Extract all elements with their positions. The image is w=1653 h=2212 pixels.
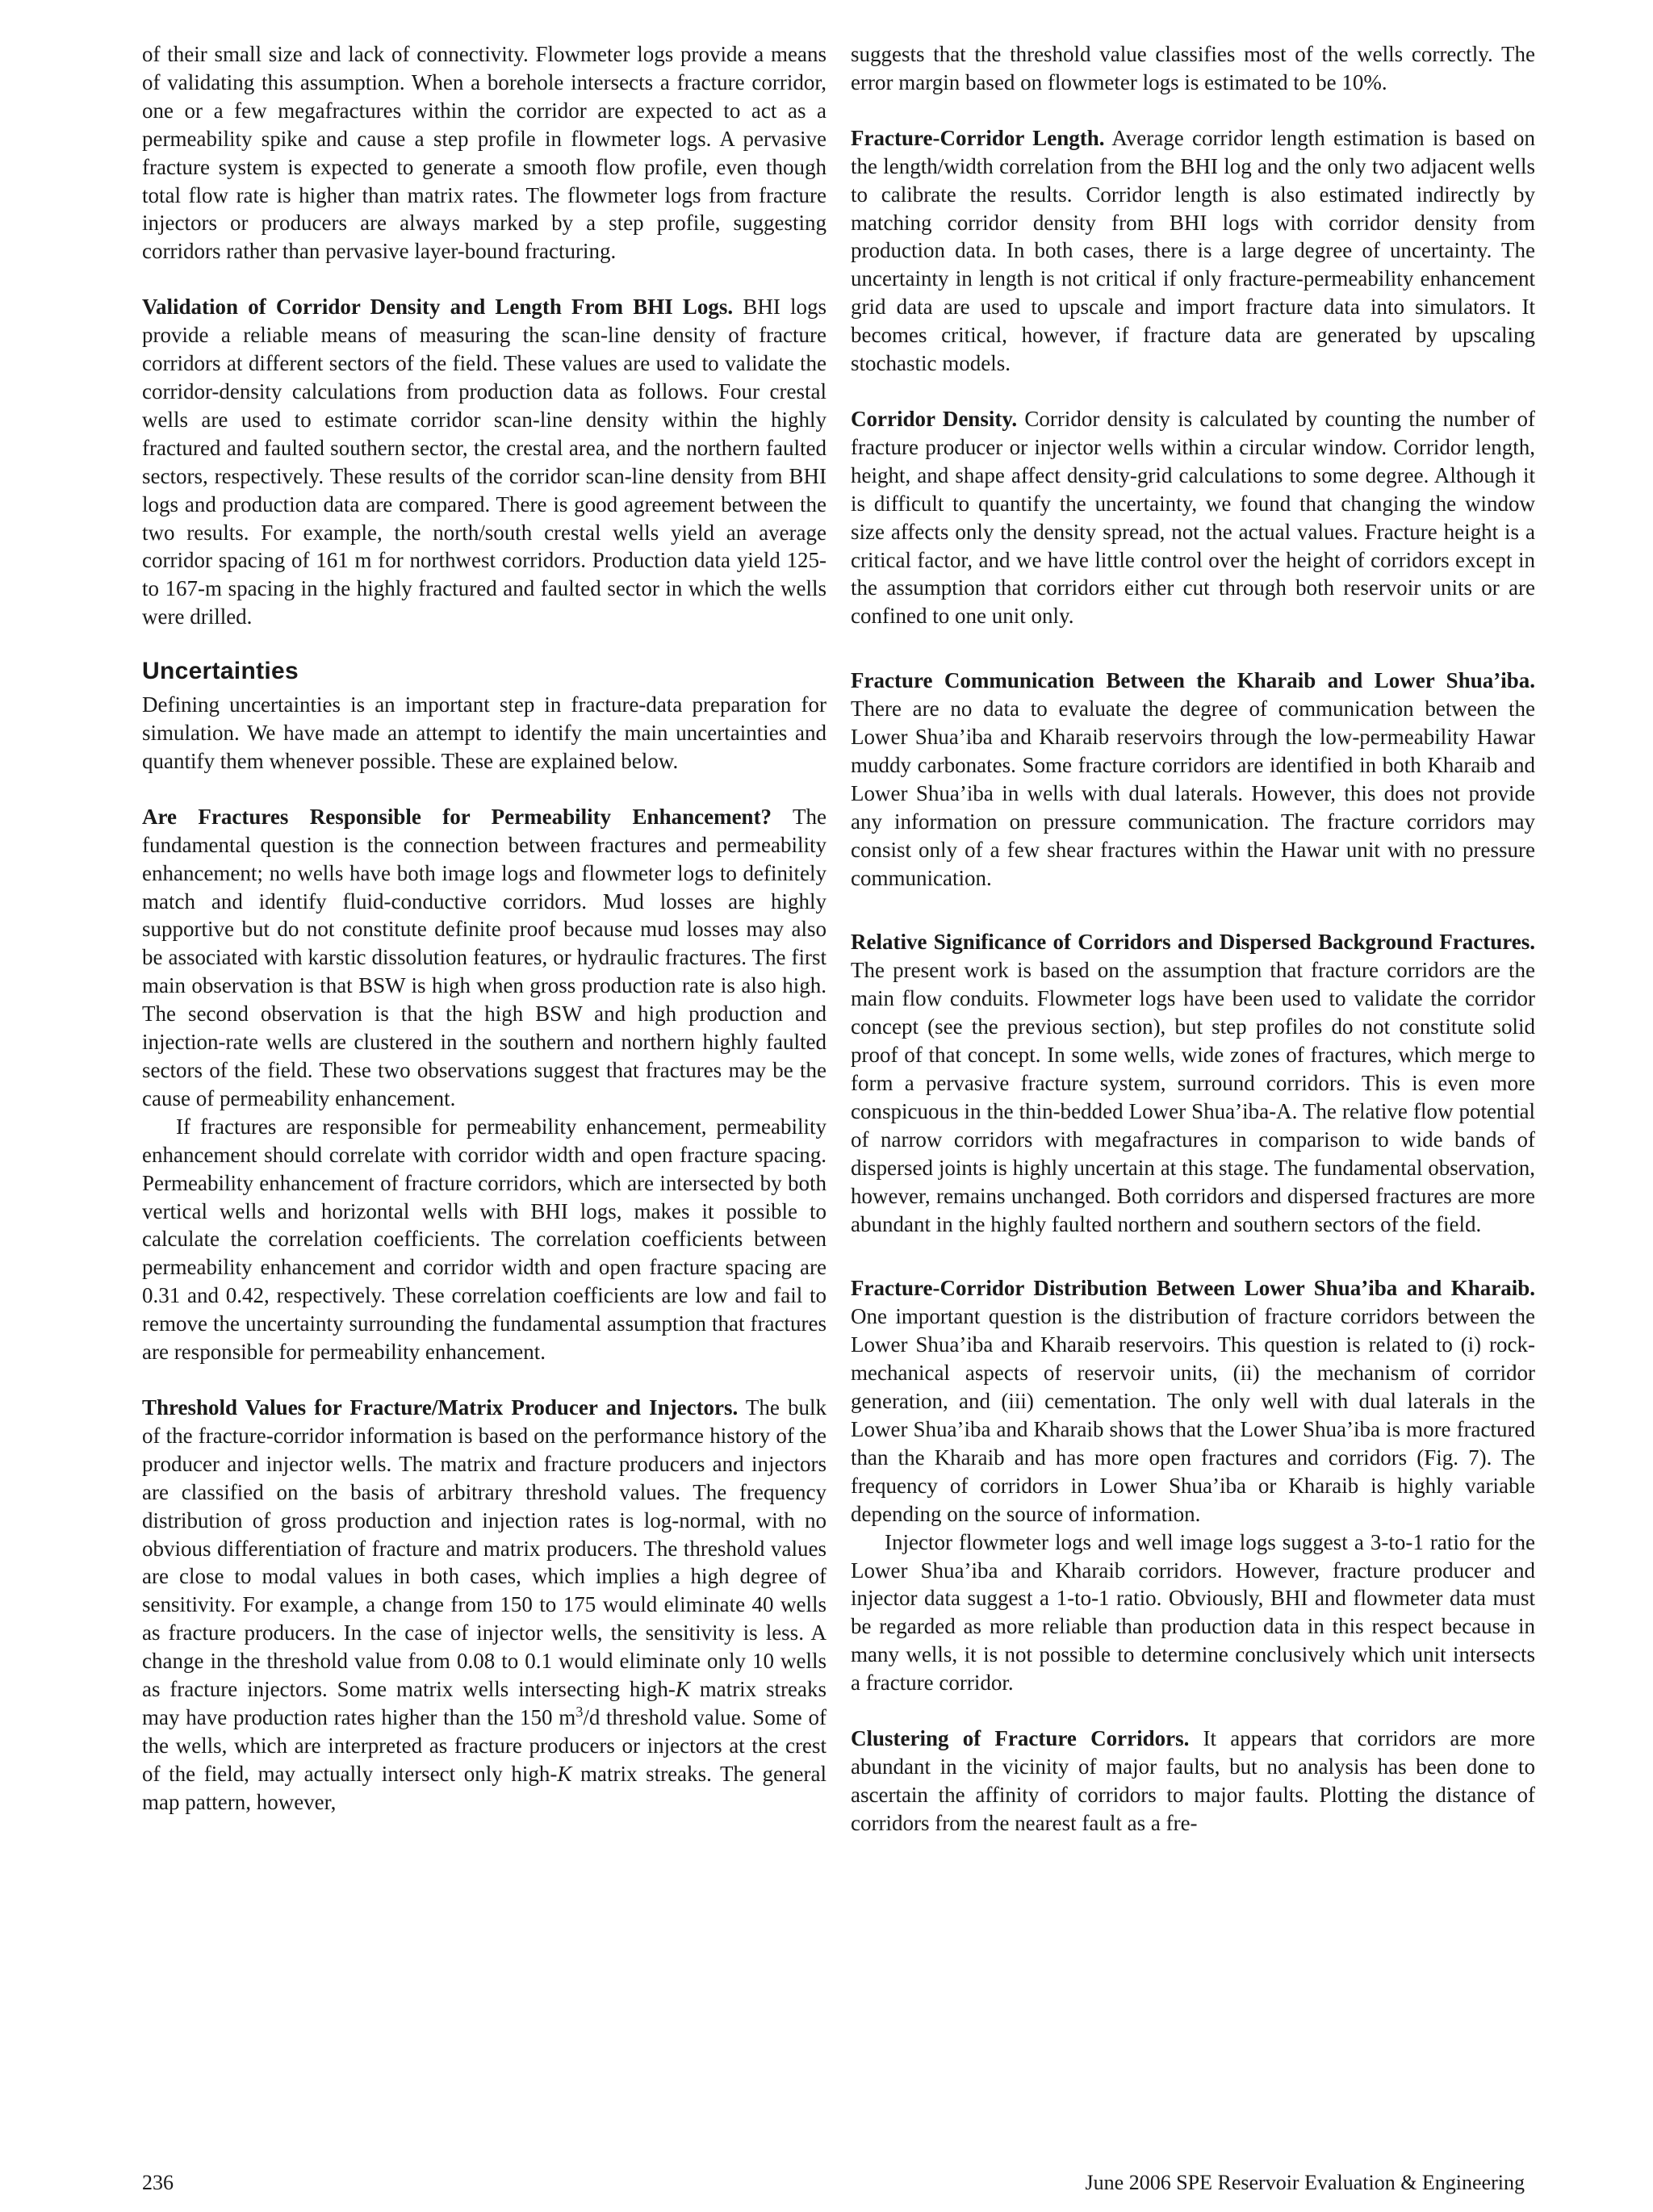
run-in-heading: Validation of Corridor Density and Length From BHI Logs.	[142, 295, 734, 320]
paragraph-body: The fundamental question is the connection between fractures and permeability enhancement; no wells have both image logs and flowmeter logs to definitely match and identify fluid-conductive corridors. Mud losses are highly supportive but do not constitute definite proof because mud losses may also be associated with karstic dissolution features, or hydraulic fractures. The first main observation is that BSW is high when gross production rate is also high. The second observation is that the high BSW and high production and injection-rate wells are clustered in the southern and northern highly faulted sectors of the field. These two observations suggest that fractures may be the cause of permeability enhancement.	[142, 804, 826, 1110]
paragraph-body: It appears that corridors are more abundant in the vicinity of major faults, but no analysis has been done to ascertain the affinity of corridors to major faults. Plotting the distance of corridors from the nearest fault as a fre-	[851, 1726, 1535, 1835]
paragraph-intro: of their small size and lack of connectivity. Flowmeter logs provide a means of validating this assumption. When a borehole intersects a fracture corridor, one or a few megafractures within the corridor are expected to act as a permeability spike and cause a step profile in flowmeter logs. A pervasive fracture system is expected to generate a smooth flow profile, even though total flow rate is higher than matrix rates. The flowmeter logs from fracture injectors or producers are always marked by a step profile, suggesting corridors rather than pervasive layer-bound fracturing.	[142, 42, 826, 264]
italic-k: K	[675, 1677, 690, 1702]
right-column	[851, 40, 1535, 1838]
paragraph-body: BHI logs provide a reliable means of measuring the scan-line density of fracture corridors at different sectors of the field. These values are used to validate the corridor-density calculations from production data as follows. Four crestal wells are used to estimate corridor scan-line density within the highly fractured and faulted southern sector, the crestal area, and the northern faulted sectors, respectively. These results of the corridor scan-line density from BHI logs and production data are compared. There is good agreement between the two results. For example, the north/south crestal wells yield an average corridor spacing of 161 m for northwest corridors. Production data yield 125- to 167-m spacing in the highly fractured and faulted sector in which the wells were drilled.	[142, 295, 826, 629]
paragraph-threshold	[142, 1394, 826, 1817]
run-in-heading: Clustering of Fracture Corridors.	[851, 1726, 1190, 1751]
journal-footer: June 2006 SPE Reservoir Evaluation & Engineering	[1085, 2171, 1525, 2194]
paragraph-distribution	[851, 1274, 1535, 1528]
paragraph-fractures-responsible-cont: If fractures are responsible for permeability enhancement, permeability enhancement should correlate with corridor width and open fracture spacing. Permeability enhancement of fracture corridors, which are intersected by both vertical wells and horizontal wells with BHI logs, makes it possible to calculate the correlation coefficients. The correlation coefficients between permeability enhancement and corridor width and open fracture spacing are 0.31 and 0.42, respectively. These correlation coefficients are low and fail to remove the uncertainty surrounding the fundamental assumption that fractures are responsible for permeability enhancement.	[142, 1114, 826, 1365]
paragraph-body: Corridor density is calculated by counting the number of fracture producer or injector wells within a circular window. Corridor length, height, and shape affect density-grid calculations to some degree. Although it is difficult to quantify the uncertainty, we found that changing the window size affects only the density spread, not the actual values. Fracture height is a critical factor, and we have little control over the height of corridors except in the assumption that corridors either cut through both reservoir units or are confined to one unit only.	[851, 406, 1535, 629]
paragraph-continuation: suggests that the threshold value classifies most of the wells correctly. The error margin based on flowmeter logs is estimated to be 10%.	[851, 42, 1535, 94]
italic-k: K	[557, 1761, 572, 1786]
run-in-heading: Fracture-Corridor Length.	[851, 125, 1105, 150]
left-column	[142, 40, 826, 1817]
run-in-heading: Fracture Communication Between the Kharaib and Lower Shua’iba.	[851, 668, 1535, 693]
paragraph-fractures-responsible	[142, 803, 826, 1113]
paragraph-distribution-cont: Injector flowmeter logs and well image logs suggest a 3-to-1 ratio for the Lower Shua’iba and Kharaib corridors. However, fracture producer and injector data suggest a 1-to-1 ratio. Obviously, BHI and flowmeter data must be regarded as more reliable than production data in this respect because in many wells, it is not possible to determine conclusively which unit intersects a fracture corridor.	[851, 1529, 1535, 1696]
paragraph-corridor-length	[851, 124, 1535, 378]
paragraph-relative-significance	[851, 928, 1535, 1238]
paragraph-clustering	[851, 1725, 1535, 1838]
paragraph-body: Average corridor length estimation is based on the length/width correlation from the BHI log and the only two adjacent wells to calibrate the results. Corridor length is also estimated indirectly by matching corridor density from BHI logs with corridor density from production data. In both cases, there is a large degree of uncertainty. The uncertainty in length is not critical if only fracture-permeability enhancement grid data are used to upscale and import fracture data into simulators. It becomes critical, however, if fracture data are generated by upscaling stochastic models.	[851, 125, 1535, 376]
run-in-heading: Threshold Values for Fracture/Matrix Producer and Injectors.	[142, 1395, 739, 1420]
run-in-heading: Fracture-Corridor Distribution Between Lower Shua’iba and Kharaib.	[851, 1276, 1535, 1301]
paragraph-body: /d threshold value. Some of the wells, which are interpreted as fracture producers or injectors at the crest of the field, may actually intersect only high-	[142, 1704, 826, 1786]
paragraph-validation	[142, 293, 826, 631]
page-number: 236	[142, 2171, 174, 2194]
paragraph-body: The bulk of the fracture-corridor information is based on the performance history of the producer and injector wells. The matrix and fracture producers and injectors are classified on the basis of arbitrary threshold values. The frequency distribution of gross production and injection rates is log-normal, with no obvious differentiation of fracture and matrix producers. The threshold values are close to modal values in both cases, which implies a high degree of sensitivity. For example, a change from 150 to 175 would eliminate 40 wells as fracture producers. In the case of injector wells, the sensitivity is less. A change in the threshold value from 0.08 to 0.1 would eliminate only 10 wells as fracture injectors. Some matrix wells intersecting high-	[142, 1395, 826, 1702]
paragraph-body: The present work is based on the assumption that fracture corridors are the main flow conduits. Flowmeter logs have been used to validate the corridor concept (see the previous section), but step profiles do not constitute solid proof of that concept. In some wells, wide zones of fractures, which merge to form a pervasive fracture system, surround corridors. This is even more conspicuous in the thin-bedded Lower Shua’iba-A. The relative flow potential of narrow corridors with megafractures in comparison to wide bands of dispersed joints is highly uncertain at this stage. The fundamental observation, however, remains unchanged. Both corridors and dispersed fractures are more abundant in the highly faulted northern and southern sectors of the field.	[851, 958, 1535, 1236]
paragraph-body: matrix streaks. The general map pattern, however,	[142, 1761, 826, 1814]
section-heading-uncertainties: Uncertainties	[142, 658, 299, 685]
superscript-3: 3	[575, 1703, 584, 1720]
paragraph-corridor-density	[851, 405, 1535, 630]
paragraph-body: There are no data to evaluate the degree of communication between the Lower Shua’iba and Kharaib reservoirs through the low-permeability Hawar muddy carbonates. Some fracture corridors are identified in both Kharaib and Lower Shua’iba in wells with dual laterals. However, this does not provide any information on pressure communication. The fracture corridors may consist only of a few shear fractures within the Hawar unit with no pressure communication.	[851, 696, 1535, 890]
run-in-heading: Relative Significance of Corridors and Dispersed Background Fractures.	[851, 930, 1535, 955]
paragraph-body: matrix streaks may have production rates higher than the 150 m	[142, 1677, 826, 1729]
paragraph-uncertainties-intro: Defining uncertainties is an important step in fracture-data preparation for simulation. We have made an attempt to identify the main uncertainties and quantify them whenever possible. These are explained below.	[142, 692, 826, 773]
paragraph-communication	[851, 667, 1535, 892]
run-in-heading: Corridor Density.	[851, 406, 1018, 431]
run-in-heading: Are Fractures Responsible for Permeability Enhancement?	[142, 804, 772, 829]
paragraph-body: One important question is the distribution of fracture corridors between the Lower Shua’iba and Kharaib reservoirs. This question is related to (i) rock-mechanical aspects of reservoir units, (ii) the mechanism of corridor generation, and (iii) cementation. The only well with dual laterals in the Lower Shua’iba and Kharaib shows that the Lower Shua’iba is more fractured than the Kharaib and has more open fractures and corridors (Fig. 7). The frequency of corridors in Lower Shua’iba or Kharaib is highly variable depending on the source of information.	[851, 1304, 1535, 1526]
